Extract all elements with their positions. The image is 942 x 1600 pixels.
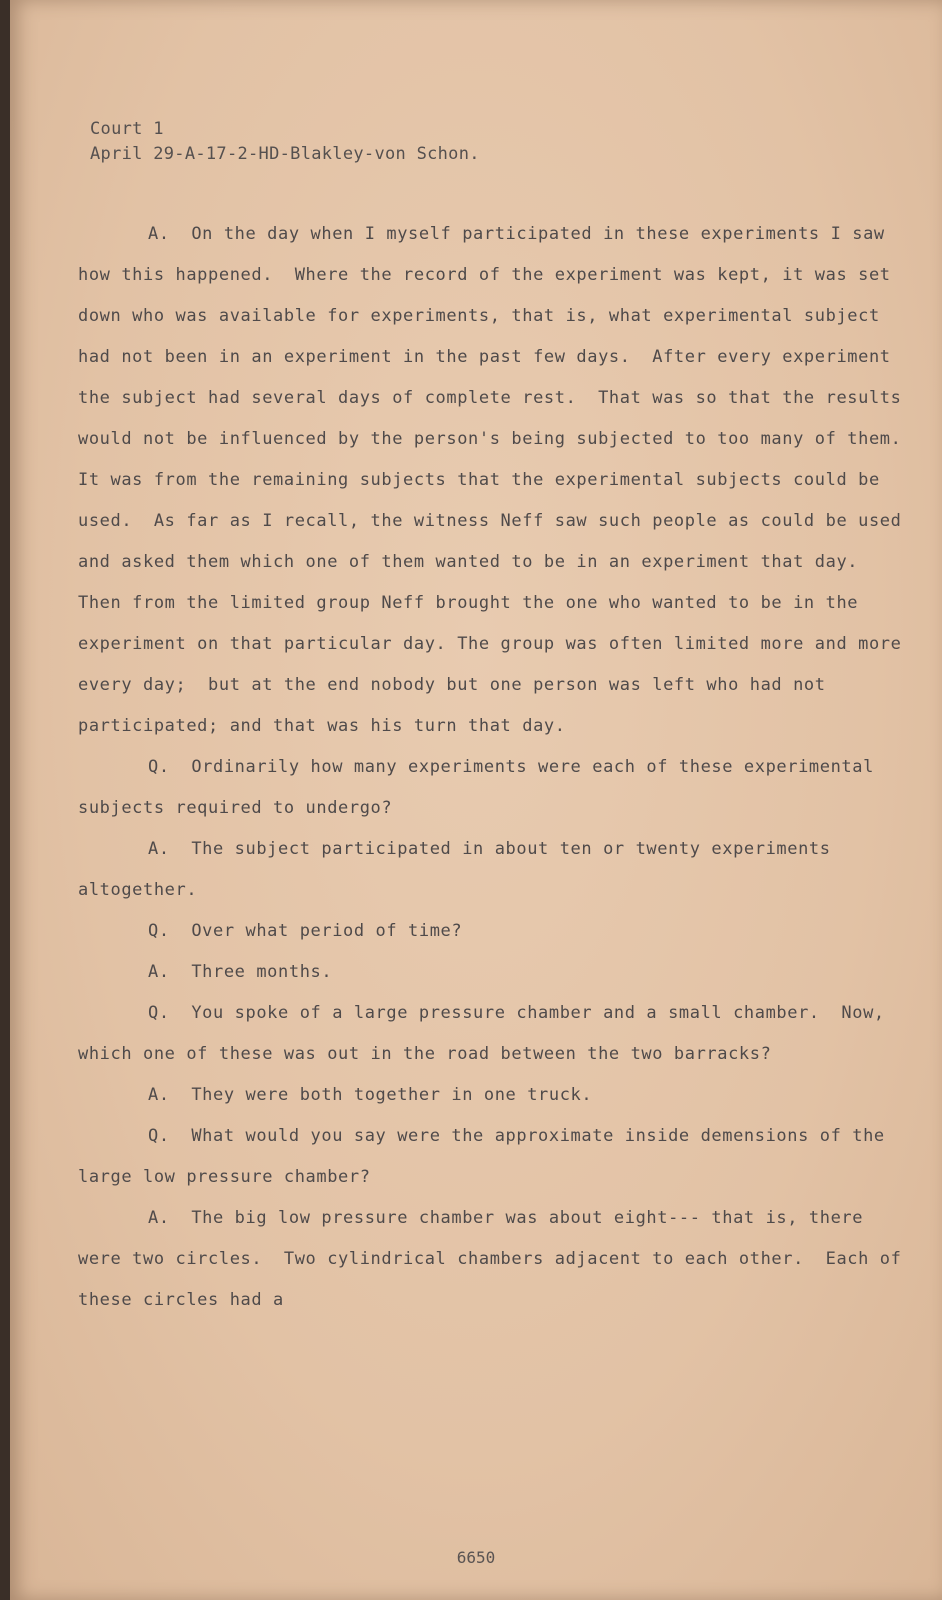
session-line: April 29-A-17-2-HD-Blakley-von Schon. [90, 144, 480, 164]
court-line: Court 1 [90, 119, 164, 139]
document-page [10, 0, 942, 1600]
transcript-body [78, 214, 924, 1321]
document-header [90, 117, 480, 167]
answer-paragraph: A. The big low pressure chamber was about eight--- that is, there were two circles. Two cylindrical chambers adjacent to each other. Each of these circles had a [78, 1208, 913, 1310]
question-paragraph: Q. You spoke of a large pressure chamber and a small chamber. Now, which one of these was out in the road between the two barracks? [78, 1003, 896, 1064]
answer-paragraph: A. They were both together in one truck. [148, 1085, 593, 1105]
answer-paragraph: A. The subject participated in about ten or twenty experiments altogether. [78, 839, 842, 900]
question-paragraph: Q. Over what period of time? [148, 921, 463, 941]
answer-paragraph: A. On the day when I myself participated in these experiments I saw how this happened. Where the record of the experiment was kept, it was set down who was available for experiments, that is, what experimental subject had not been in an experiment in the past few days. After every experiment the subject had several days of complete rest. That was so that the results would not be influenced by the person's being subjected to too many of them. It was from the remaining subjects that the experimental subjects could be used. As far as I recall, the witness Neff saw such people as could be used and asked them which one of them wanted to be in an experiment that day. Then from the limited group Neff brought the one who wanted to be in the experiment on that particular day. The group was often limited more and more every day; but at the end nobody but one person was left who had not participated; and that was his turn that day. [78, 224, 924, 736]
question-paragraph: Q. What would you say were the approximate inside demensions of the large low pressure chamber? [78, 1126, 896, 1187]
answer-paragraph: A. Three months. [148, 962, 333, 982]
question-paragraph: Q. Ordinarily how many experiments were each of these experimental subjects required to undergo? [78, 757, 885, 818]
page-number: 6650 [456, 1548, 496, 1567]
